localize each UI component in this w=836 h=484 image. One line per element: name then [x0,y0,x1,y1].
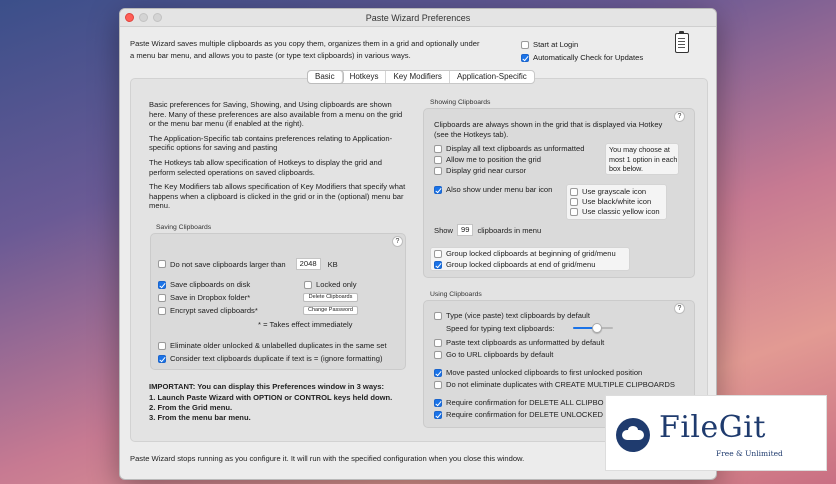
tab-key-modifiers[interactable]: Key Modifiers [386,71,449,83]
basic-para-2: The Application-Specific tab contains preferences relating to Application-specific options for saving and pasting [149,133,393,153]
paste-unformatted-row [434,338,604,347]
grayscale-label: Use grayscale icon [582,187,647,196]
position-label: Allow me to position the grid [446,155,541,164]
delete-clipboards-button[interactable]: Delete Clipboards [303,293,358,302]
unformatted-row [434,144,584,153]
encrypt-label: Encrypt saved clipboards* [170,306,258,315]
larger-than-label: Do not save clipboards larger than [170,259,286,269]
basic-para-1: Basic preferences for Saving, Showing, and Using clipboards are shown here. Many of these preferences are also available from a menu on the grid or the menu bar menu (if enabled at the right). [149,100,403,129]
important-title: IMPORTANT: You can display this Preferences window in 3 ways: [149,382,385,391]
group-end-row [434,260,595,269]
show-label: Show [434,225,453,235]
larger-than-unit: KB [327,259,338,269]
yellow-row [570,207,660,216]
locked-only-row [304,280,357,289]
confirm-all-label: Require confirmation for DELETE ALL CLIPBO [446,398,604,407]
paste-unformatted-checkbox[interactable] [434,339,442,347]
showing-title: Showing Clipboards [430,99,491,106]
save-on-disk-checkbox[interactable] [158,281,166,289]
duplicate-row [158,354,383,363]
eliminate-checkbox[interactable] [158,342,166,350]
go-url-checkbox[interactable] [434,351,442,359]
start-at-login-option[interactable] [521,38,643,51]
start-at-login-checkbox[interactable] [521,41,529,49]
yellow-checkbox[interactable] [570,208,578,216]
confirm-unlocked-checkbox[interactable] [434,411,442,419]
confirm-all-row [434,398,604,407]
encrypt-checkbox[interactable] [158,307,166,315]
type-paste-checkbox[interactable] [434,312,442,320]
save-on-disk-label: Save clipboards on disk [170,280,251,289]
group-begin-row [434,249,616,258]
important-line-1: 1. Launch Paste Wizard with OPTION or CONTROL keys held down. [149,393,393,402]
important-line-3: 3. From the menu bar menu. [149,413,251,422]
show-count-row [434,224,541,236]
basic-description [149,100,409,216]
go-url-row [434,350,553,359]
filegit-name: FileGit [659,410,766,445]
position-row [434,155,541,164]
no-eliminate-label: Do not eliminate duplicates with CREATE MULTIPLE CLIPBOARDS [446,380,675,389]
larger-than-checkbox[interactable] [158,260,166,268]
important-line-2: 2. From the Grid menu. [149,403,233,412]
larger-than-row [158,258,338,270]
basic-para-3: The Hotkeys tab allow specification of Hotkeys to display the grid and perform selected operations on saved clipboards. [149,157,382,177]
showing-desc: Clipboards are always shown in the grid that is displayed via Hotkey (see the Hotkeys tab). [434,120,663,139]
choose-note: You may choose at most 1 option in each box below. [609,145,678,173]
unformatted-checkbox[interactable] [434,145,442,153]
move-first-label: Move pasted unlocked clipboards to first unlocked position [446,368,643,377]
type-paste-label: Type (vice paste) text clipboards by default [446,311,590,320]
start-at-login-label: Start at Login [533,40,579,49]
dropbox-label: Save in Dropbox folder* [170,293,251,302]
type-paste-row [434,311,590,320]
confirm-all-checkbox[interactable] [434,399,442,407]
using-help-button[interactable]: ? [674,303,685,314]
near-cursor-label: Display grid near cursor [446,166,527,175]
top-options [521,38,643,64]
intro-text: Paste Wizard saves multiple clipboards as you copy them, organizes them in a grid and optionally under a menu bar menu, and allows you to paste (or type text clipboards) in various ways. [130,39,480,60]
immediate-note: * = Takes effect immediately [258,320,353,329]
grayscale-row [570,187,646,196]
position-checkbox[interactable] [434,156,442,164]
tab-hotkeys[interactable]: Hotkeys [343,71,387,83]
locked-only-label: Locked only [316,280,357,289]
locked-only-checkbox[interactable] [304,281,312,289]
minimize-button[interactable] [139,13,148,22]
eliminate-label: Eliminate older unlocked & unlabelled duplicates in the same set [170,341,387,350]
dropbox-row [158,293,250,302]
duplicate-label: Consider text clipboards duplicate if text is = (ignore formatting) [170,354,383,363]
filegit-logo-icon [616,418,650,452]
duplicate-checkbox[interactable] [158,355,166,363]
blackwhite-label: Use black/white icon [582,197,652,206]
speed-slider-knob[interactable] [592,323,602,333]
paste-unformatted-label: Paste text clipboards as unformatted by default [446,338,605,347]
move-first-checkbox[interactable] [434,369,442,377]
filegit-tagline: Free & Unlimited [716,449,783,458]
larger-than-input[interactable]: 2048 [296,258,321,270]
encrypt-row [158,306,258,315]
menubar-row [434,185,552,194]
auto-update-option[interactable] [521,51,643,64]
speed-slider[interactable] [573,327,613,329]
tab-application-specific[interactable]: Application-Specific [456,72,527,81]
near-cursor-checkbox[interactable] [434,167,442,175]
show-suffix: clipboards in menu [477,225,542,235]
group-end-label: Group locked clipboards at end of grid/menu [446,260,596,269]
no-eliminate-row [434,380,675,389]
eliminate-row [158,341,387,350]
window-controls [125,13,162,22]
saving-title: Saving Clipboards [156,224,212,231]
confirm-unlocked-label: Require confirmation for DELETE UNLOCKED [446,410,603,419]
go-url-label: Go to URL clipboards by default [446,350,554,359]
group-end-checkbox[interactable] [434,261,442,269]
near-cursor-row [434,166,526,175]
auto-update-checkbox[interactable] [521,54,529,62]
move-first-row [434,368,642,377]
save-on-disk-row [158,280,250,289]
show-count-input[interactable]: 99 [457,224,473,236]
group-begin-label: Group locked clipboards at beginning of grid/menu [446,249,616,258]
group-begin-checkbox[interactable] [434,250,442,258]
grayscale-checkbox[interactable] [570,188,578,196]
speed-label: Speed for typing text clipboards: [446,324,555,333]
zoom-button[interactable] [153,13,162,22]
dropbox-checkbox[interactable] [158,294,166,302]
tab-basic[interactable]: Basic [308,71,343,83]
menubar-label: Also show under menu bar icon [446,185,553,194]
window-title: Paste Wizard Preferences [365,13,471,23]
showing-help-button[interactable]: ? [674,111,685,122]
change-password-button[interactable]: Change Password [303,306,358,315]
unformatted-label: Display all text clipboards as unformatted [446,144,585,153]
blackwhite-row [570,197,651,206]
filegit-watermark [605,395,827,471]
confirm-unlocked-row [434,410,603,419]
title-bar [120,9,716,27]
auto-update-label: Automatically Check for Updates [533,53,644,62]
footer-note: Paste Wizard stops running as you configure it. It will run with the specified configuration when you close this window. [130,454,525,463]
saving-help-button[interactable]: ? [392,236,403,247]
tab-bar [307,70,535,84]
no-eliminate-checkbox[interactable] [434,381,442,389]
basic-para-4: The Key Modifiers tab allows specification of Key Modifiers that specify what happens when a clipboard is clicked in the grid or in the (optional) menu bar menu. [149,182,406,211]
close-button[interactable] [125,13,134,22]
clipboard-icon [675,33,689,53]
blackwhite-checkbox[interactable] [570,198,578,206]
using-title: Using Clipboards [430,291,482,298]
menubar-checkbox[interactable] [434,186,442,194]
yellow-label: Use classic yellow icon [582,207,660,216]
